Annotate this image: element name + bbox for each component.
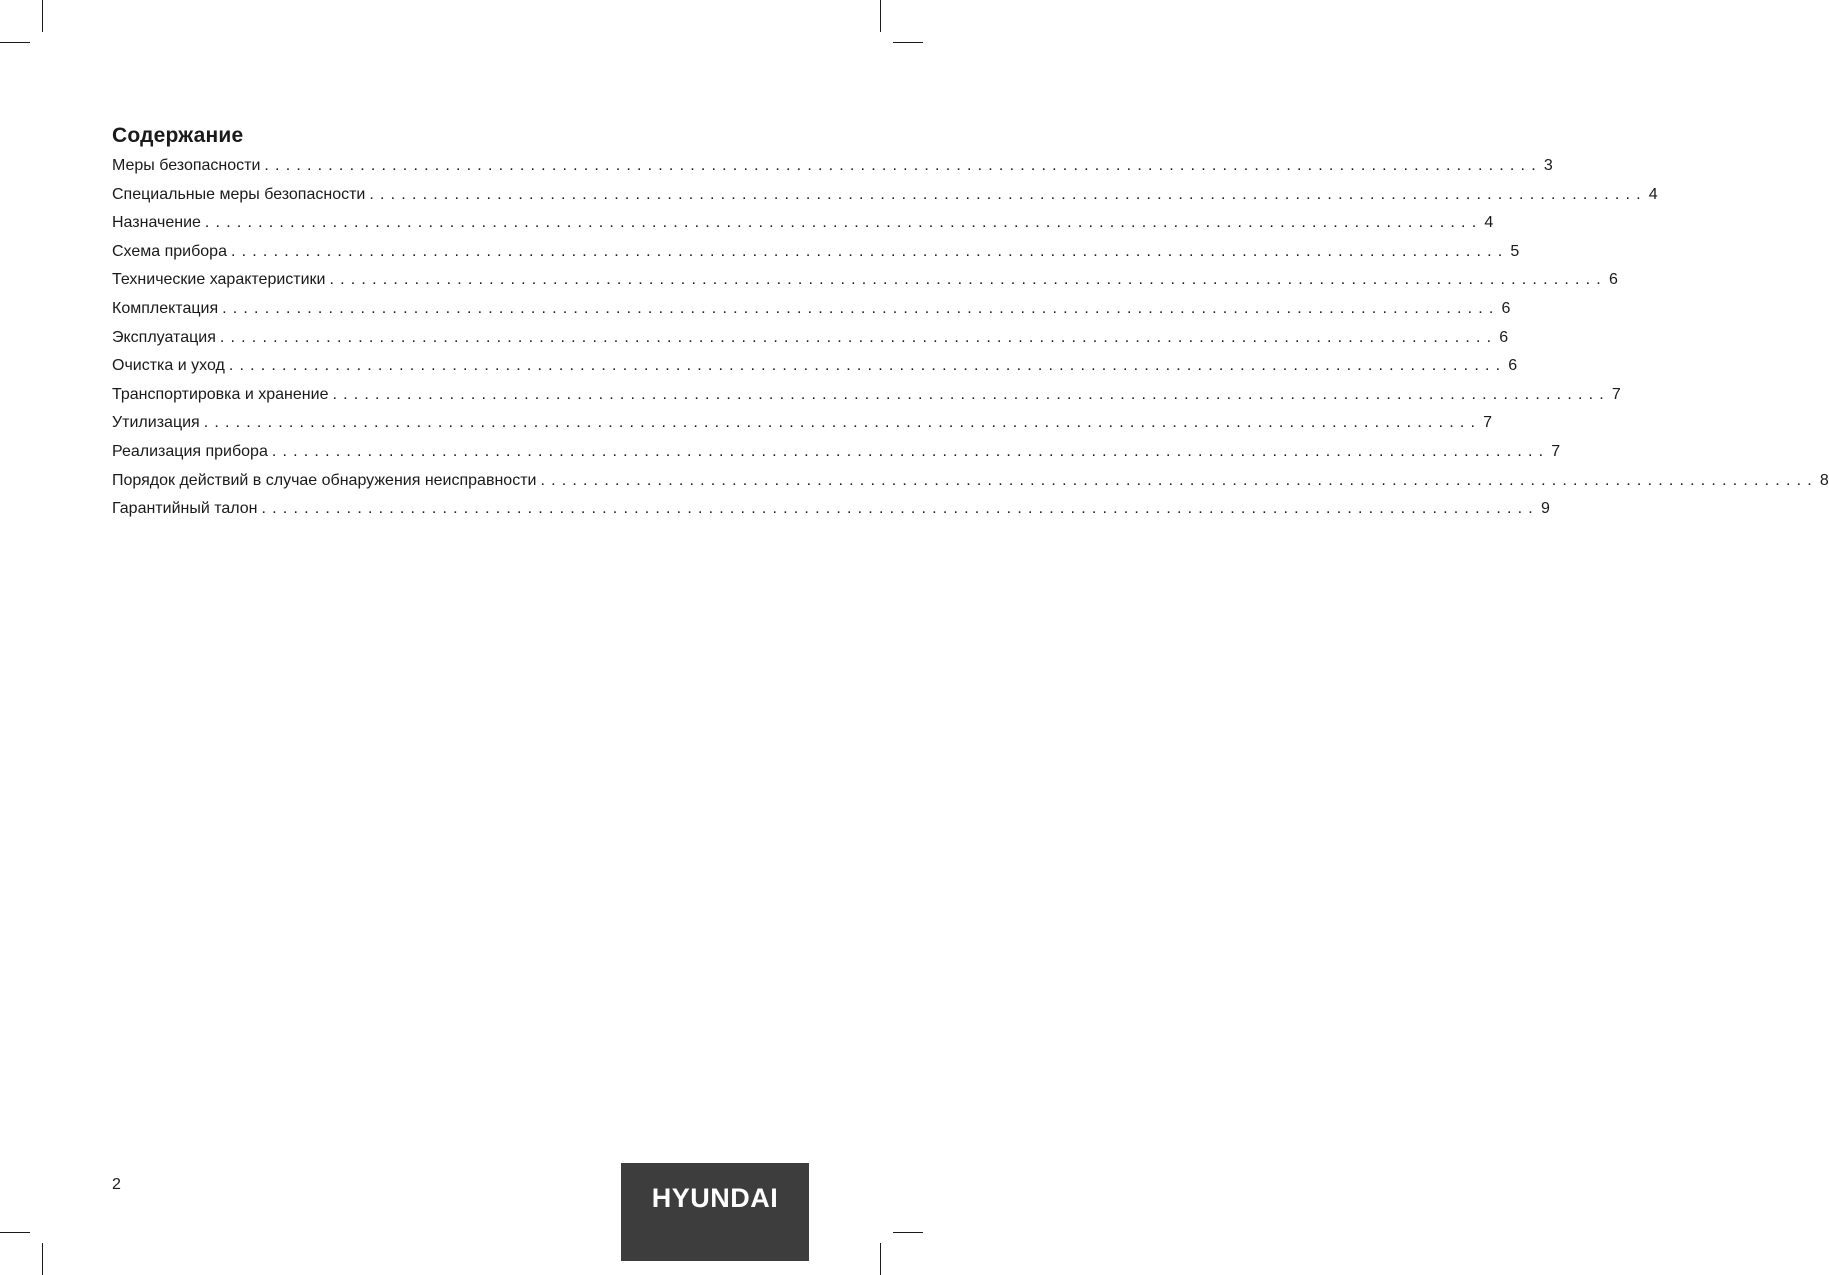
table-of-contents	[112, 152, 1829, 524]
toc-entry-page: 6	[1608, 271, 1618, 289]
toc-entry[interactable]	[112, 495, 1550, 524]
crop-mark-top-right-vertical	[880, 0, 881, 32]
toc-entry[interactable]	[112, 467, 1829, 496]
toc-entry[interactable]	[112, 266, 1618, 295]
toc-dot-leader: ........................................................................................................................	[219, 328, 1498, 346]
toc-entry-page: 7	[1551, 442, 1561, 460]
toc-entry-label: Гарантийный талон	[112, 500, 258, 518]
brand-wordmark: HYUNDAI	[651, 1183, 779, 1213]
toc-dot-leader: ........................................................................................................................	[271, 442, 1550, 460]
toc-entry-page: 7	[1611, 385, 1621, 403]
toc-entry[interactable]	[112, 381, 1621, 410]
toc-entry[interactable]	[112, 352, 1518, 381]
toc-dot-leader: ........................................................................................................................	[228, 357, 1507, 375]
toc-entry-label: Технические характеристики	[112, 271, 326, 289]
toc-entry[interactable]	[112, 295, 1511, 324]
toc-entry-label: Реализация прибора	[112, 442, 268, 460]
toc-entry[interactable]	[112, 438, 1561, 467]
toc-dot-leader: ........................................................................................................................	[540, 471, 1818, 489]
toc-entry-page: 3	[1543, 157, 1553, 174]
toc-entry-page: 4	[1648, 185, 1658, 203]
toc-dot-leader: ........................................................................................................................	[369, 185, 1647, 203]
crop-mark-bottom-left-vertical	[42, 1243, 43, 1275]
crop-mark-top-right-horizontal	[893, 42, 923, 43]
toc-entry[interactable]	[112, 324, 1509, 353]
toc-dot-leader: ........................................................................................................................	[222, 299, 1500, 317]
toc-entry[interactable]	[112, 152, 1553, 181]
crop-mark-bottom-left-horizontal	[0, 1232, 30, 1233]
toc-dot-leader: ........................................................................................................................	[203, 414, 1482, 432]
toc-entry-page: 7	[1483, 414, 1493, 432]
crop-mark-bottom-right-horizontal	[893, 1232, 923, 1233]
toc-dot-leader: ........................................................................................................................	[332, 385, 1610, 403]
toc-entry-label: Эксплуатация	[112, 328, 216, 346]
toc-entry-label: Транспортировка и хранение	[112, 385, 329, 403]
toc-entry-label: Очистка и уход	[112, 357, 225, 375]
toc-entry-label: Специальные меры безопасности	[112, 185, 366, 203]
toc-entry[interactable]	[112, 181, 1658, 210]
toc-entry-page: 6	[1499, 328, 1509, 346]
toc-entry[interactable]	[112, 238, 1520, 267]
crop-mark-bottom-right-vertical	[880, 1243, 881, 1275]
toc-entry-page: 9	[1540, 500, 1550, 518]
toc-entry-label: Утилизация	[112, 414, 200, 432]
toc-entry-label: Схема прибора	[112, 242, 227, 260]
page-number: 2	[112, 1176, 121, 1193]
toc-dot-leader: ........................................................................................................................	[264, 157, 1542, 174]
toc-entry-label: Порядок действий в случае обнаружения неисправности	[112, 471, 537, 489]
toc-entry[interactable]	[112, 409, 1493, 438]
toc-entry-page: 4	[1484, 214, 1494, 232]
toc-entry-page: 6	[1501, 299, 1511, 317]
hyundai-logo	[621, 1163, 809, 1261]
toc-entry-page: 8	[1819, 471, 1829, 489]
crop-mark-top-left-horizontal	[0, 42, 30, 43]
page-title: Содержание	[112, 124, 244, 148]
toc-entry-label: Назначение	[112, 214, 201, 232]
crop-mark-top-left-vertical	[42, 0, 43, 32]
toc-entry-page: 6	[1508, 357, 1518, 375]
toc-dot-leader: ........................................................................................................................	[230, 242, 1509, 260]
toc-entry-label: Комплектация	[112, 299, 219, 317]
toc-entry[interactable]	[112, 209, 1494, 238]
toc-entry-label: Меры безопасности	[112, 157, 261, 174]
toc-entry-page: 5	[1510, 242, 1520, 260]
toc-dot-leader: ........................................................................................................................	[261, 500, 1539, 518]
toc-dot-leader: ........................................................................................................................	[204, 214, 1483, 232]
toc-dot-leader: ........................................................................................................................	[329, 271, 1607, 289]
